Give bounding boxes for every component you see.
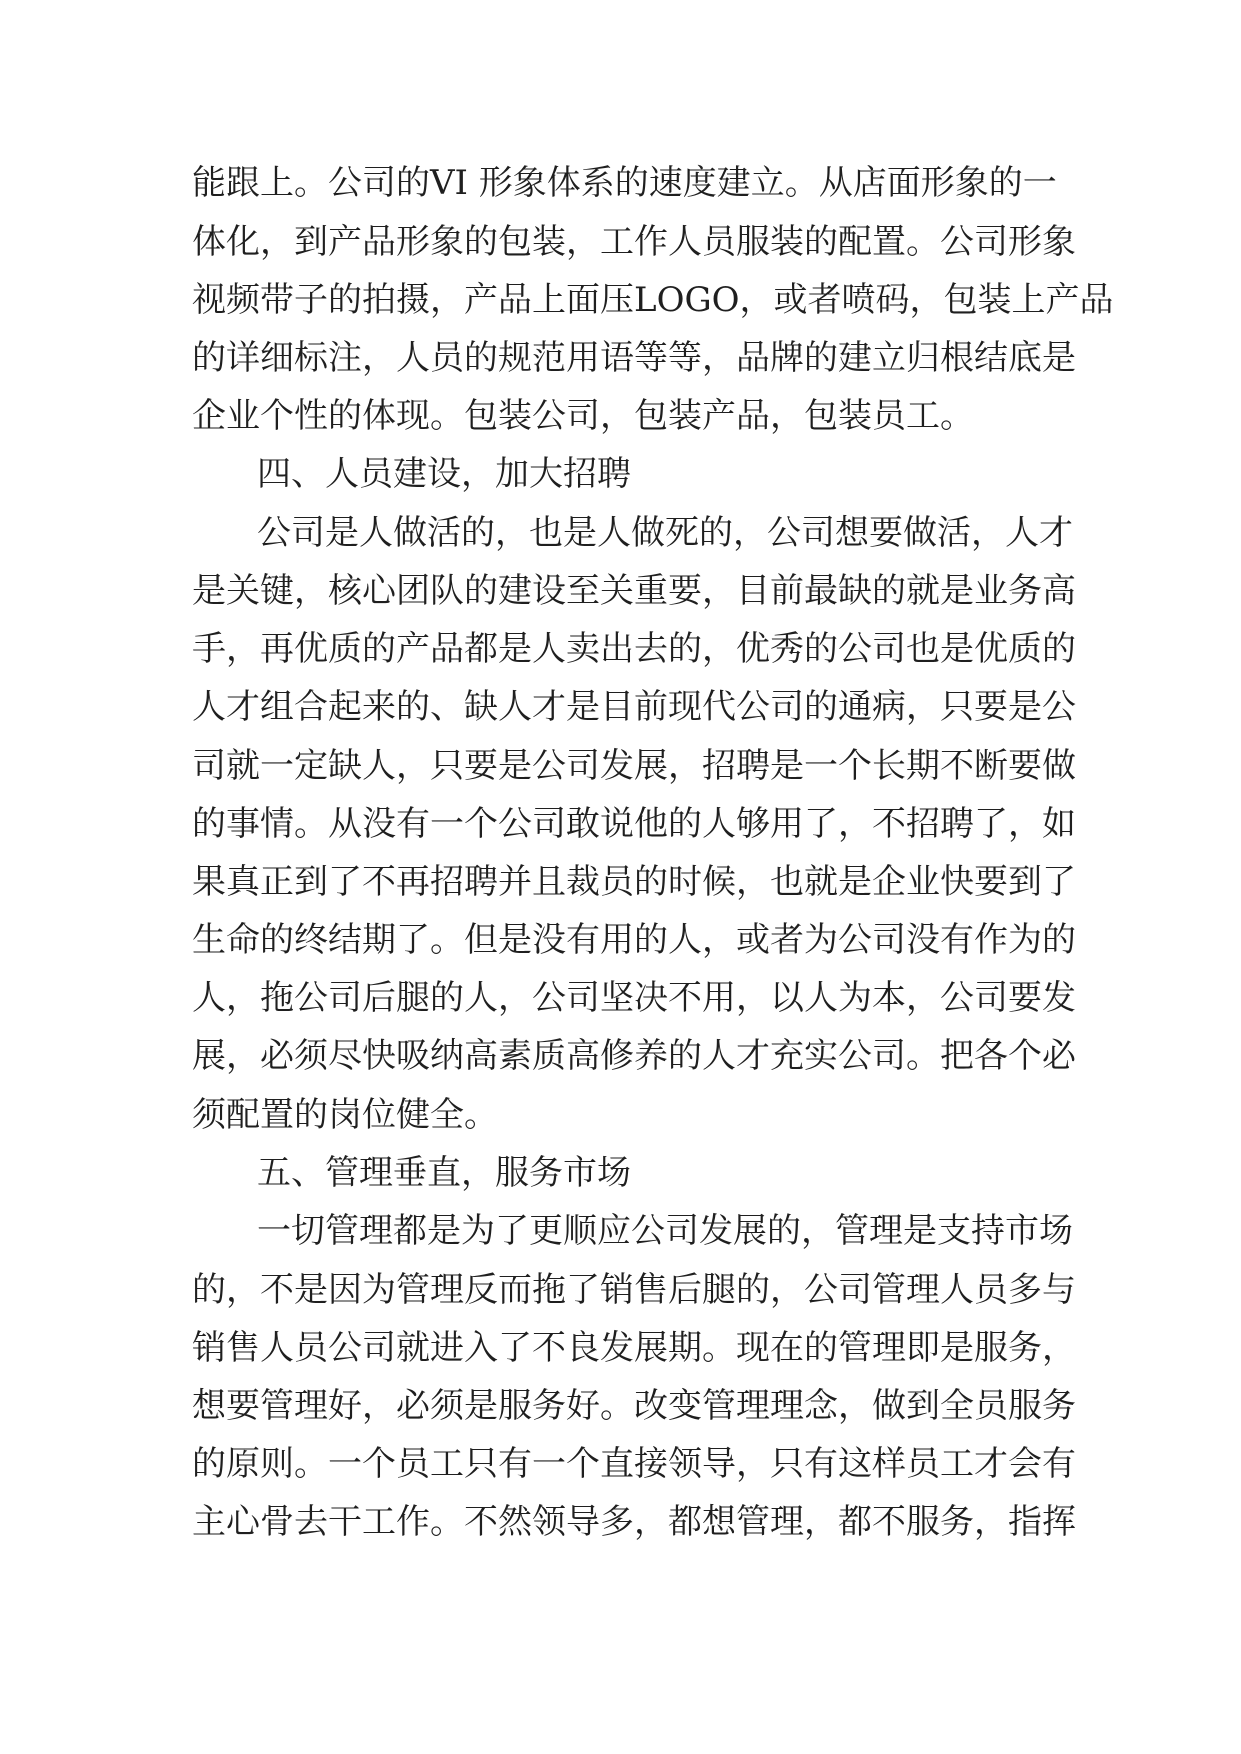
section-heading: 五、管理垂直，服务市场 [257, 1153, 631, 1193]
paragraph-line: 果真正到了不再招聘并且裁员的时候，也就是企业快要到了 [192, 862, 1076, 902]
paragraph-line: 人，拖公司后腿的人，公司坚决不用，以人为本，公司要发 [192, 978, 1076, 1018]
paragraph-line: 的原则。一个员工只有一个直接领导，只有这样员工才会有 [192, 1444, 1076, 1484]
paragraph-line: 想要管理好，必须是服务好。改变管理理念，做到全员服务 [192, 1386, 1076, 1426]
paragraph-line: 的事情。从没有一个公司敢说他的人够用了，不招聘了，如 [192, 804, 1076, 844]
paragraph-line: 人才组合起来的、缺人才是目前现代公司的通病，只要是公 [192, 687, 1076, 727]
paragraph-line: 能跟上。公司的VI 形象体系的速度建立。从店面形象的一 [192, 163, 1057, 203]
paragraph-line: 主心骨去干工作。不然领导多，都想管理，都不服务，指挥 [192, 1502, 1076, 1542]
paragraph-line: 的详细标注，人员的规范用语等等，品牌的建立归根结底是 [192, 338, 1076, 378]
paragraph-line: 司就一定缺人，只要是公司发展，招聘是一个长期不断要做 [192, 746, 1076, 786]
paragraph-line: 是关键，核心团队的建设至关重要，目前最缺的就是业务高 [192, 571, 1076, 611]
paragraph-line: 体化，到产品形象的包装，工作人员服装的配置。公司形象 [192, 222, 1076, 262]
paragraph-line: 生命的终结期了。但是没有用的人，或者为公司没有作为的 [192, 920, 1076, 960]
section-heading: 四、人员建设，加大招聘 [257, 454, 631, 494]
paragraph-line: 销售人员公司就进入了不良发展期。现在的管理即是服务， [192, 1328, 1076, 1368]
paragraph-line: 企业个性的体现。包装公司，包装产品，包装员工。 [192, 396, 974, 436]
paragraph-line: 展，必须尽快吸纳高素质高修养的人才充实公司。把各个必 [192, 1036, 1076, 1076]
paragraph-line: 手，再优质的产品都是人卖出去的，优秀的公司也是优质的 [192, 629, 1076, 669]
paragraph-line: 公司是人做活的，也是人做死的，公司想要做活，人才 [257, 513, 1073, 553]
paragraph-line: 须配置的岗位健全。 [192, 1095, 498, 1135]
paragraph-line: 视频带子的拍摄，产品上面压LOGO，或者喷码，包装上产品 [192, 280, 1114, 320]
paragraph-line: 的，不是因为管理反而拖了销售后腿的，公司管理人员多与 [192, 1270, 1076, 1310]
paragraph-line: 一切管理都是为了更顺应公司发展的，管理是支持市场 [257, 1211, 1073, 1251]
